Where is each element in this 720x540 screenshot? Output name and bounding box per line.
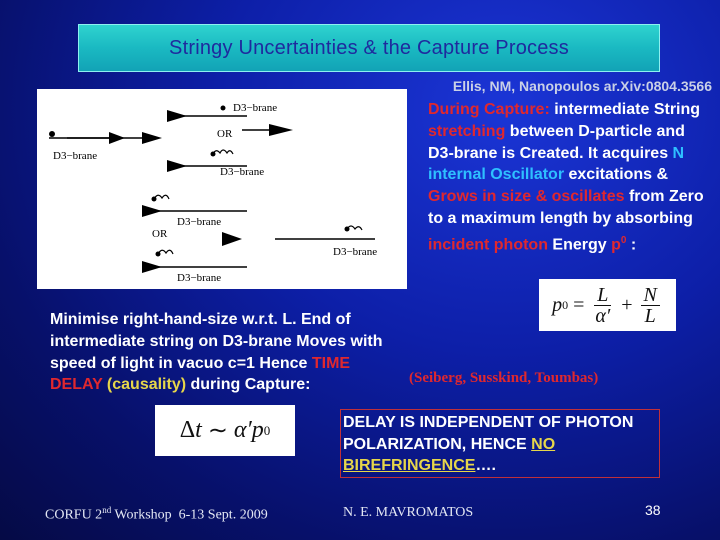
d-particle-top: [221, 106, 226, 111]
footer-author: N. E. MAVROMATOS: [343, 505, 474, 520]
capture-diagram: [37, 89, 407, 289]
conclusion-tail: ….: [475, 457, 496, 474]
dt-p: p: [251, 417, 264, 443]
arrow-lower: [142, 205, 162, 217]
footer-dates: Workshop 6-13 Sept. 2009: [111, 507, 268, 523]
formula-frac2-num: N: [641, 285, 660, 306]
arrow-mid: [167, 160, 187, 172]
label-d3-bottom: D3−brane: [177, 272, 222, 284]
during-capture-label: During Capture:: [428, 101, 550, 118]
capture-description: [428, 99, 713, 256]
string-loop-mid: [213, 150, 233, 154]
formula-frac-2: [641, 285, 660, 326]
minimise-text-1: Minimise right-hand-size w.r.t. L. End of intermediate string on D3-brane Moves with speed of light in vacuo c=1 Hence: [50, 311, 383, 372]
formula-frac-1: [592, 285, 613, 326]
time-delay-formula: [155, 405, 295, 456]
dt-t: t: [195, 417, 202, 443]
no-birefringence: NO BIREFRINGENCE: [343, 435, 556, 474]
dt-sim: ∼: [201, 418, 234, 444]
arrow-top: [167, 110, 187, 122]
d-particle-left: [49, 131, 55, 137]
arrow-far-right-top: [269, 124, 293, 136]
minimise-description: [50, 309, 395, 396]
label-or-lower: OR: [152, 228, 168, 240]
energy-formula: [539, 279, 676, 331]
desc-p-sup: 0: [620, 234, 627, 246]
dt-sup: 0: [263, 422, 271, 438]
label-d3-top: D3−brane: [233, 102, 278, 114]
formula-frac1-den: α′: [595, 304, 611, 327]
desc-text-4: from Zero to a maximum length by absorbing: [428, 188, 704, 227]
footer-sup: nd: [102, 505, 112, 515]
time-delay-label: TIME DELAY: [50, 354, 351, 394]
causality-label: (causality): [102, 376, 187, 394]
footer-workshop: [45, 505, 268, 524]
conclusion-box: [340, 409, 660, 478]
formula-p: p: [552, 293, 563, 316]
slide-title: Stringy Uncertainties & the Capture Process: [169, 36, 569, 59]
label-d3-mid: D3−brane: [220, 166, 265, 178]
desc-text-1: intermediate String: [549, 101, 701, 118]
desc-text-2: between D-particle and D3-brane is Created. It acquires: [428, 122, 685, 162]
formula-p-sup: 0: [562, 297, 569, 312]
label-d3-lower: D3−brane: [177, 216, 222, 228]
minimise-text-2: during Capture:: [186, 376, 311, 394]
label-or-top: OR: [217, 128, 233, 140]
desc-stretching: stretching: [428, 122, 506, 140]
conclusion-text: DELAY IS INDEPENDENT OF PHOTON POLARIZATION, HENCE: [343, 414, 634, 453]
footer-corfu: CORFU 2: [45, 507, 103, 523]
capture-diagram-svg: [37, 89, 407, 289]
desc-text-3: excitations &: [564, 166, 669, 184]
dt-delta: Δ: [179, 417, 196, 443]
arrow-left: [109, 132, 125, 144]
page-number: 38: [645, 502, 661, 518]
label-d3-left: D3−brane: [53, 150, 98, 162]
desc-text-5: Energy: [547, 236, 612, 254]
dt-alpha: α′: [233, 417, 252, 443]
desc-grows: Grows in size & oscillates: [428, 188, 625, 206]
arrow-right: [222, 232, 242, 246]
arrow-left-2: [142, 132, 162, 144]
desc-colon: :: [626, 236, 637, 254]
authors-citation: (Seiberg, Susskind, Toumbas): [409, 370, 599, 386]
formula-eq: =: [568, 293, 590, 316]
label-d3-right: D3−brane: [333, 246, 378, 258]
desc-oscillator: N internal Oscillator: [428, 144, 685, 184]
arrow-bottom: [142, 261, 162, 273]
formula-frac2-den: L: [644, 304, 656, 327]
formula-plus: +: [616, 293, 638, 316]
formula-frac1-num: L: [594, 285, 611, 306]
citation: Ellis, NM, Nanopoulos ar.Xiv:0804.3566: [452, 78, 712, 94]
title-bar: [78, 24, 660, 72]
desc-incident-photon: incident photon: [428, 236, 548, 254]
desc-p: p: [611, 236, 621, 254]
